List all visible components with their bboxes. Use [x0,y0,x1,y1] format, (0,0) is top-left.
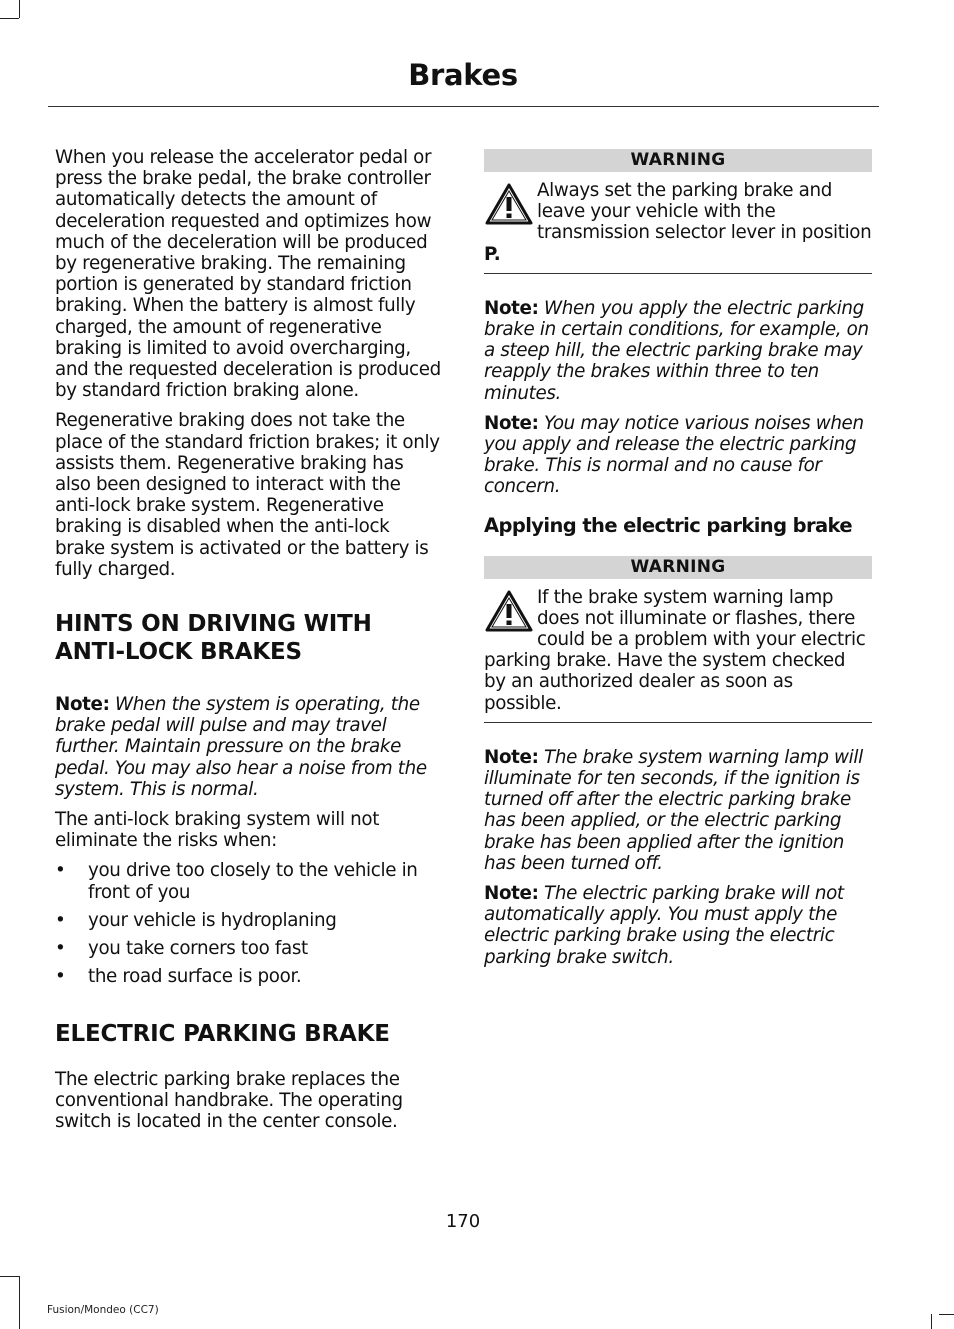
note-reapply [484,298,872,404]
warning-label: WARNING [484,149,872,172]
warning-box-parking [484,149,872,274]
list-item-text: the road surface is poor. [88,966,302,988]
paragraph-regenerative-control: When you release the accelerator pedal or press the brake pedal, the brake controller automatically detects the amount of deceleration requested and optimizes how much of the deceleration will be produced by regenerative braking. The remaining portion is generated by standard friction braking. When the battery is almost fully charged, the amount of regenerative braking is limited to avoid overcharging, and the requested deceleration is produced by standard friction braking alone. [55,147,441,402]
list-item [55,910,443,931]
note-label: Note: [484,412,539,434]
paragraph-epb-intro: The electric parking brake replaces the conventional handbrake. The operating switch is located in the center console. [55,1068,403,1132]
warning-box-lamp [484,556,872,723]
bullet-glyph: • [55,938,66,960]
left-column [55,147,443,1141]
warning-body [484,587,872,723]
crop-mark [939,1314,954,1315]
note-label: Note: [55,694,110,716]
bullet-glyph: • [55,909,66,931]
note-pedal-pulse [55,694,443,800]
paragraph-regenerative-assist: Regenerative braking does not take the place of the standard friction brakes; it only assists them. Regenerative braking has also been designed to interact with the anti-lock brake system. Regenerative braking is disabled when the anti-lock brake system is activated or the battery is fully charged. [55,410,440,580]
note-not-automatic [484,883,872,968]
risk-list [55,860,443,987]
heading-electric-parking-brake: ELECTRIC PARKING BRAKE [55,1020,390,1047]
note-lamp-ten-seconds [484,747,872,874]
right-column [484,149,872,977]
note-label: Note: [484,746,539,768]
page-title: Brakes [408,58,518,92]
warning-body [484,180,872,274]
footer-model: Fusion/Mondeo (CC7) [47,1304,159,1316]
note-noises [484,413,872,498]
note-label: Note: [484,297,539,319]
warning-triangle-icon [484,589,534,633]
crop-mark [0,18,19,19]
note-label: Note: [484,883,539,905]
paragraph-abs-risks: The anti-lock braking system will not eliminate the risks when: [55,809,380,852]
warning-triangle-icon [484,182,534,226]
list-item-text: you drive too closely to the vehicle in front of you [88,860,418,903]
bullet-glyph: • [55,966,66,988]
crop-mark [931,1314,932,1329]
note-text: The electric parking brake will not automatically apply. You must apply the electric parking brake using the electric parking brake switch. [484,883,844,968]
note-text: When the system is operating, the brake pedal will pulse and may travel further. Maintain pressure on the brake pedal. You may also hear a noise from the system. This is normal. [55,694,427,800]
list-item-text: you take corners too fast [88,938,308,960]
warning-label: WARNING [484,556,872,579]
subheading-applying-epb: Applying the electric parking brake [484,513,853,537]
list-item [55,860,443,902]
crop-mark [19,0,20,18]
list-item [55,966,443,987]
list-item [55,938,443,959]
page-number: 170 [445,1211,481,1232]
note-text: When you apply the electric parking brake in certain conditions, for example, on a steep hill, the electric parking brake may reapply the brakes within three to ten minutes. [484,297,869,404]
warning-text-bold: P. [484,243,501,265]
heading-hints-anti-lock: HINTS ON DRIVING WITH ANTI-LOCK BRAKES [55,611,372,666]
header-divider [48,106,879,107]
warning-text: Always set the parking brake and leave your vehicle with the transmission selector lever in position [537,180,872,244]
list-item-text: your vehicle is hydroplaning [88,909,337,931]
warning-text: If the brake system warning lamp does not illuminate or flashes, there could be a problem with your electric parking brake. Have the system checked by an authorized dealer as soon as possible. [484,586,866,714]
bullet-glyph: • [55,860,66,882]
note-text: The brake system warning lamp will illuminate for ten seconds, if the ignition is turned off after the electric parking brake has been applied, or the electric parking brake has been applied after the ignition has been turned off. [484,746,863,874]
note-text: You may notice various noises when you apply and release the electric parking brake. This is normal and no cause for concern. [484,412,864,498]
crop-mark [19,1276,20,1329]
crop-mark [0,1276,19,1277]
